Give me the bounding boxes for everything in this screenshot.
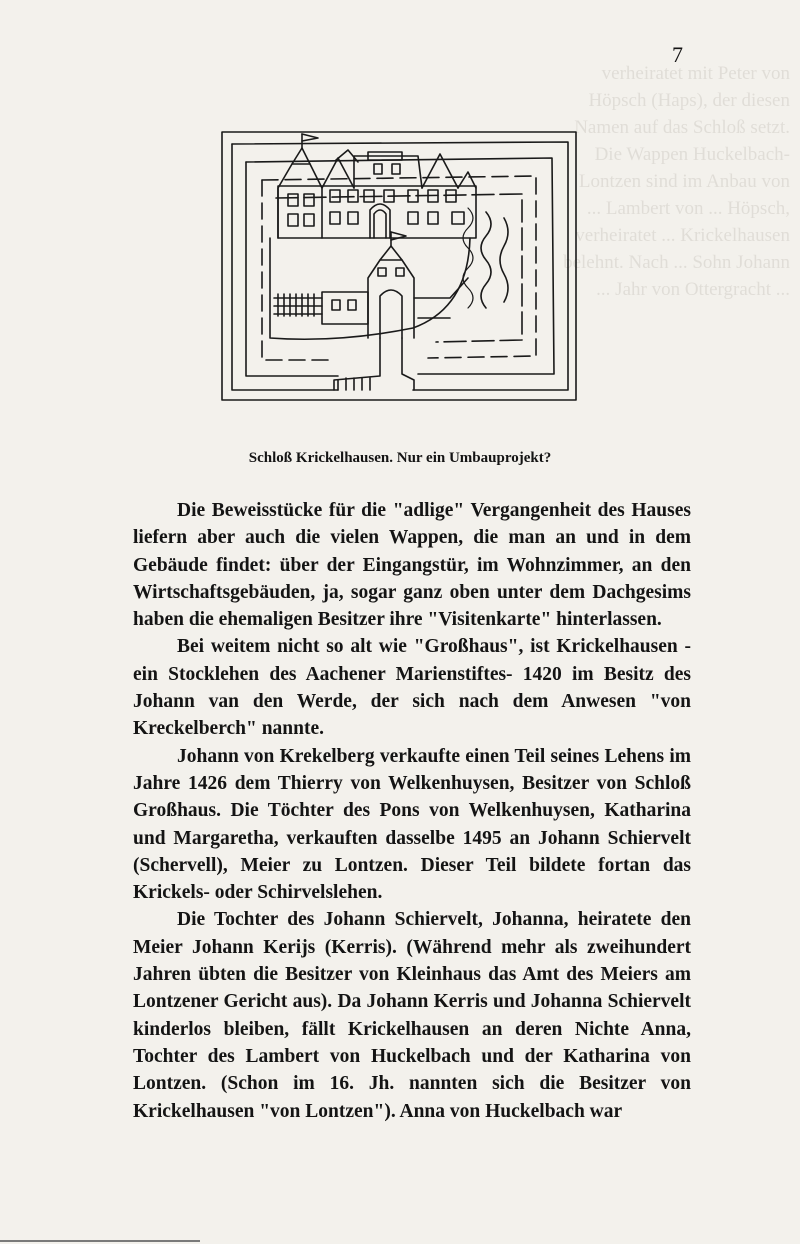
moat-line	[232, 144, 338, 390]
paragraph: Die Beweisstücke für die "adlige" Vergangenheit des Hauses liefern aber auch die vielen Wappen, die man an und in dem Gebäude findet: über der Eingangstür, im Wohnzimmer, an den Wirtschaftsgebäuden, ja, sogar ganz oben unter dem Dachgesims haben die ehemaligen Besitzer ihre "Visitenkarte" hinterlassen.	[133, 500, 691, 631]
bleed-through-text: verheiratet mit Peter von Höpsch (Haps), der diesen Namen auf das Schloß setzt. Die Wappen Huckelbach-Lontzen sind im Anbau von ... Lambert von ... Höpsch, verheiratet ... Krickelhausen belehnt. Nach ... Sohn Johann ... Jahr von Ottergracht ...	[563, 63, 790, 300]
figure-caption: Schloß Krickelhausen. Nur ein Umbauprojekt?	[248, 450, 552, 466]
page-number: 7	[672, 42, 683, 67]
castle-illustration	[218, 128, 580, 404]
paragraph: Die Tochter des Johann Schiervelt, Johanna, heiratete den Meier Johann Kerijs (Kerris). (Während mehr als zweihundert Jahren übten die Besitzer von Kleinhaus das Amt des Meiers am Lontzener Gericht aus). Da Johann Kerris und Johanna Schiervelt kinderlos bleiben, fällt Krickelhausen an deren Nichte Anna, Tochter des Lambert von Huckelbach und der Katharina von Lontzen. (Schon im 16. Jh. nannten sich die Besitzer von Krickelhausen "von Lontzen"). Anna von Huckelbach war	[133, 909, 691, 1122]
paragraph: Bei weitem nicht so alt wie "Großhaus", ist Krickelhausen -ein Stocklehen des Aachener Marienstiftes- 1420 im Besitz des Johann van den Werde, der sich nach dem Anwesen "von Kreckelberch" nannte.	[133, 636, 691, 740]
bottom-rule	[0, 1240, 200, 1242]
paragraph: Johann von Krekelberg verkaufte einen Teil seines Lehens im Jahre 1426 dem Thierry von Welkenhuysen, Besitzer von Schloß Großhaus. Die Töchter des Pons von Welkenhuysen, Katharina und Margaretha, verkauften dasselbe 1495 an Johann Schiervelt (Schervell), Meier zu Lontzen. Dieser Teil bildete fortan das Krickels- oder Schirvelslehen.	[133, 745, 691, 904]
body-text	[133, 497, 691, 1125]
